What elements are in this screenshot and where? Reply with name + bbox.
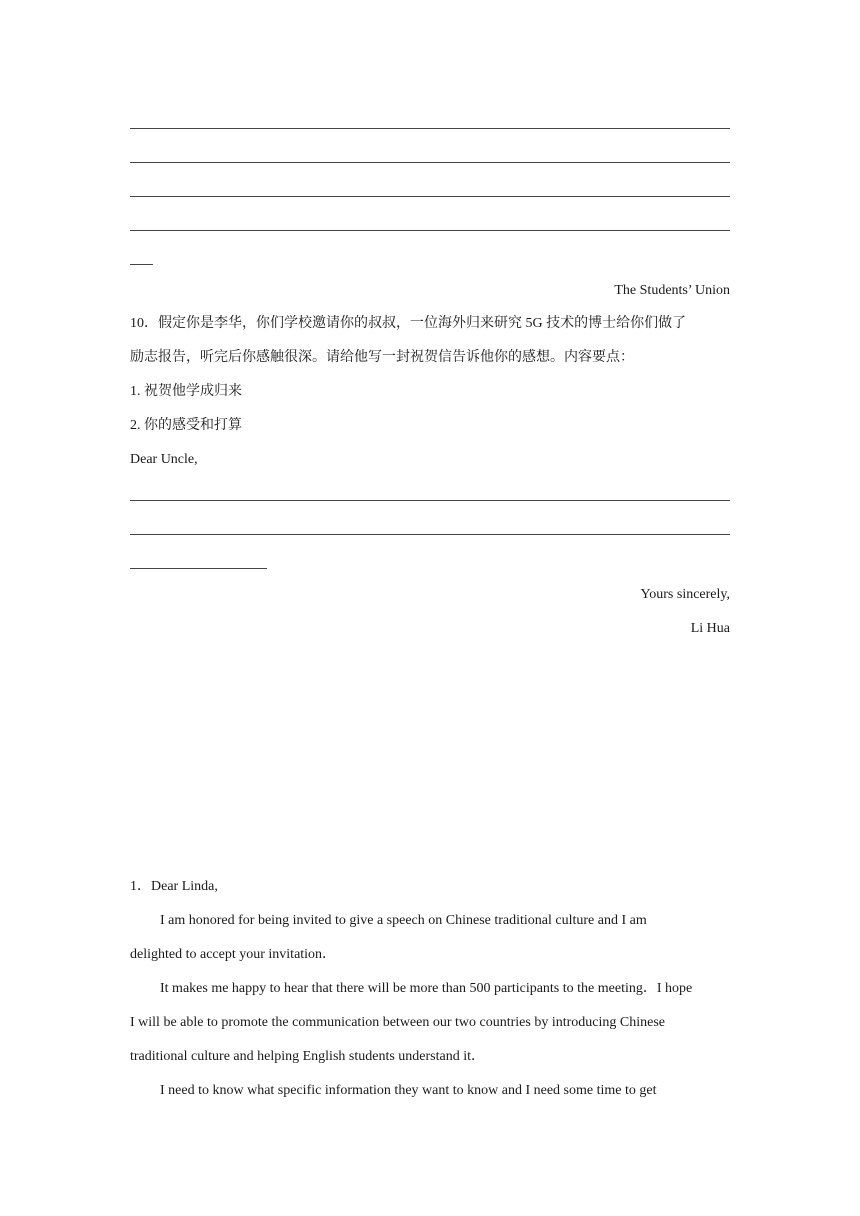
writing-line: [130, 534, 730, 535]
writing-line: [130, 230, 730, 231]
writing-line: [130, 500, 730, 501]
answer1-p2-line2: I will be able to promote the communication between our two countries by introducing Chinese: [130, 1015, 665, 1030]
q10-signer: Li Hua: [690, 621, 730, 636]
answer1-p1-line1: I am honored for being invited to give a speech on Chinese traditional culture and I am: [160, 913, 647, 928]
q10-prompt-line2: 励志报告，听完后你感触很深。请给他写一封祝贺信告诉他你的感想。内容要点：: [130, 350, 634, 365]
writing-line: [130, 264, 153, 265]
writing-line: [130, 568, 267, 569]
answer1-p2-line1: It makes me happy to hear that there will be more than 500 participants to the meeting．I hope: [160, 981, 693, 996]
q10-salutation: Dear Uncle,: [130, 452, 198, 467]
writing-line: [130, 162, 730, 163]
q10-prompt-line1: 10．假定你是李华，你们学校邀请你的叔叔，一位海外归来研究 5G 技术的博士给你们做了: [130, 316, 687, 331]
answer1-p2-line3: traditional culture and helping English students understand it．: [130, 1049, 485, 1064]
answer1-heading: 1．Dear Linda,: [130, 879, 218, 894]
writing-line: [130, 196, 730, 197]
q10-point2: 2. 你的感受和打算: [130, 418, 242, 433]
writing-line: [130, 128, 730, 129]
q10-point1: 1. 祝贺他学成归来: [130, 384, 242, 399]
answer1-p3-line1: I need to know what specific information they want to know and I need some time to get: [160, 1083, 657, 1098]
answer1-p1-line2: delighted to accept your invitation．: [130, 947, 337, 962]
q10-closing: Yours sincerely,: [640, 587, 730, 602]
signature-students-union: The Students’ Union: [614, 283, 730, 298]
